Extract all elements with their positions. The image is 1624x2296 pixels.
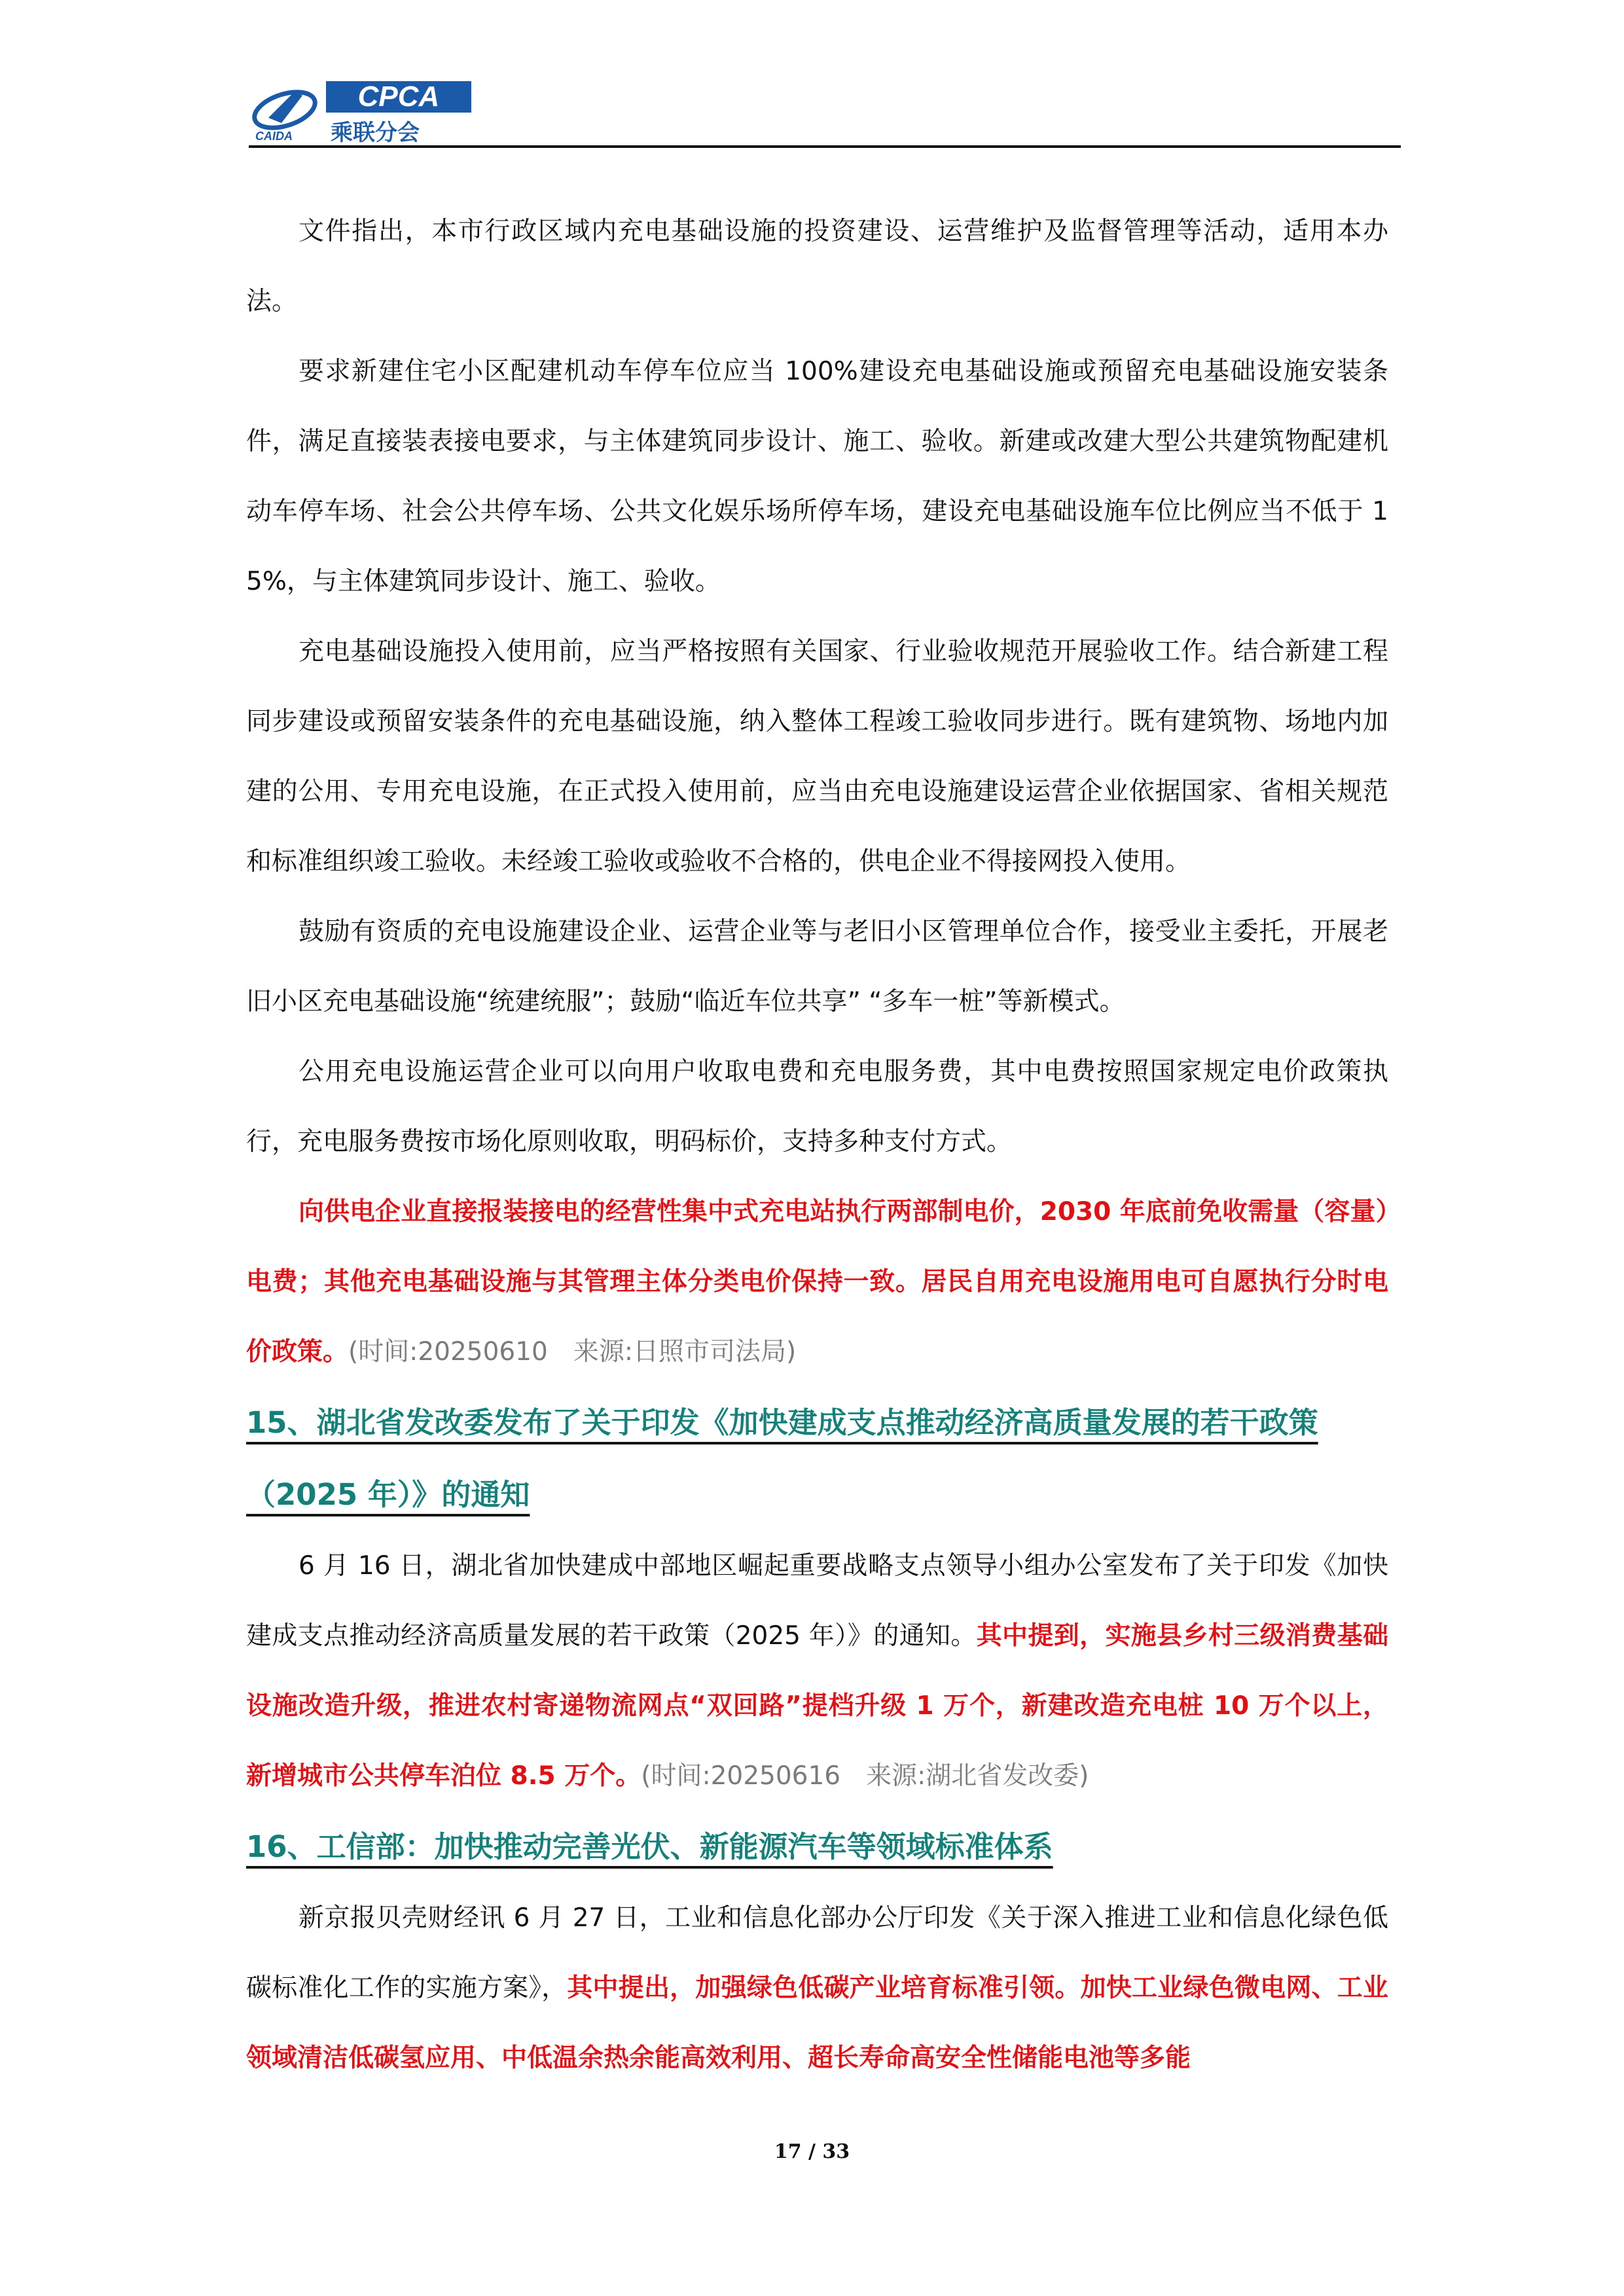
body-text: 6 月 16 日，湖北省加快建成中部地区崛起重要战略支点领导小组办公室发布了关于印发《加快建成支点推动经济高质量发展的若干政策（2025 年）》的通知。 [246,1551,1388,1651]
highlighted-paragraph [246,1177,1388,1387]
cpca-logo [249,72,484,144]
svg-text:乘联分会: 乘联分会 [331,120,420,144]
document-body [246,196,1388,2093]
paragraph: 鼓励有资质的充电设施建设企业、运营企业等与老旧小区管理单位合作，接受业主委托，开展老旧小区充电基础设施“统建统服”；鼓励“临近车位共享” “多车一桩”等新模式。 [246,917,1388,1016]
paragraph: 充电基础设施投入使用前，应当严格按照有关国家、行业验收规范开展验收工作。结合新建工程同步建设或预留安装条件的充电基础设施，纳入整体工程竣工验收同步进行。既有建筑物、场地内加建的公用、专用充电设施，在正式投入使用前，应当由充电设施建设运营企业依据国家、省相关规范和标准组织竣工验收。未经竣工验收或验收不合格的，供电企业不得接网投入使用。 [246,637,1388,876]
highlight-text: 其中提出，加强绿色低碳产业培育标准引领。加快工业绿色微电网、工业领域清洁低碳氢应用、中低温余热余能高效利用、超长寿命高安全性储能电池等多能 [246,1973,1388,2073]
section-16-title: 16、工信部：加快推动完善光伏、新能源汽车等领域标准体系 [246,1829,1053,1864]
header-rule [249,145,1401,148]
svg-text:CAIDA: CAIDA [255,130,293,143]
highlight-text: 其中提到，实施县乡村三级消费基础设施改造升级，推进农村寄递物流网点“双回路”提档升级 1 万个，新建改造充电桩 10 万个以上，新增城市公共停车泊位 8.5 万个。 [246,1621,1388,1791]
source-note: (时间:20250610 来源:日照市司法局) [348,1337,797,1367]
section-15-title: 15、湖北省发改委发布了关于印发《加快建成支点推动经济高质量发展的若干政策（2025 年）》的通知 [246,1405,1318,1512]
page-number: 17 / 33 [774,2140,850,2163]
svg-text:CPCA: CPCA [357,81,440,113]
highlight-text: 向供电企业直接报装接电的经营性集中式充电站执行两部制电价，2030 年底前免收需量（容量）电费；其他充电基础设施与其管理主体分类电价保持一致。居民自用充电设施用电可自愿执行分时电价政策。 [246,1197,1388,1367]
section-16-body [246,1883,1388,2093]
paragraph: 公用充电设施运营企业可以向用户收取电费和充电服务费，其中电费按照国家规定电价政策执行，充电服务费按市场化原则收取，明码标价，支持多种支付方式。 [246,1057,1388,1157]
section-15-body [246,1531,1388,1811]
paragraph: 要求新建住宅小区配建机动车停车位应当 100%建设充电基础设施或预留充电基础设施安装条件，满足直接装表接电要求，与主体建筑同步设计、施工、验收。新建或改建大型公共建筑物配建机动车停车场、社会公共停车场、公共文化娱乐场所停车场，建设充电基础设施车位比例应当不低于 15%，与主体建筑同步设计、施工、验收。 [246,357,1388,596]
body-text: 新京报贝壳财经讯 6 月 27 日，工业和信息化部办公厅印发《关于深入推进工业和信息化绿色低碳标准化工作的实施方案》， [246,1903,1388,2003]
paragraph: 文件指出，本市行政区域内充电基础设施的投资建设、运营维护及监督管理等活动，适用本办法。 [246,217,1388,316]
source-note: (时间:20250616 来源:湖北省发改委) [641,1761,1089,1791]
page-header [249,72,1401,151]
